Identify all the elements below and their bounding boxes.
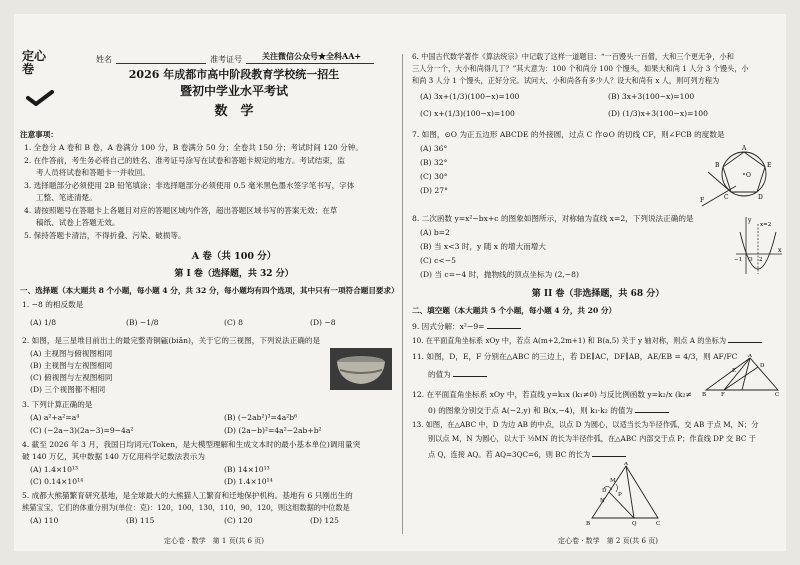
q6-option-d: (D) (1/3)x+3(100−x)=100 xyxy=(608,109,708,118)
q7-option-a: (A) 36° xyxy=(420,144,448,153)
label-B-11: B xyxy=(702,392,707,396)
dingxin-stamp xyxy=(22,50,66,110)
q9-text: 9. 因式分解：x²−9= xyxy=(412,322,485,331)
note-4: 4. 请按照题号在答题卡上各题目对应的答题区域内作答，超出答题区域书写的答案无效；在草 xyxy=(24,206,338,215)
triangle-parallel-figure xyxy=(702,354,782,396)
q7-option-d: (D) 27° xyxy=(420,186,448,195)
q12-stem: 12. 在平面直角坐标系 xOy 中，若直线 y=k₁x (k₁≠0) 与反比例函数 y=k₂/x (k₂≠ xyxy=(412,390,692,399)
q2-option-d: (D) 三个视图都不相同 xyxy=(30,385,106,394)
q8-option-a: (A) b=2 xyxy=(420,228,450,237)
label-C-11: C xyxy=(775,392,780,396)
q5-option-d: (D) 125 xyxy=(310,516,339,525)
q6-option-a: (A) 3x+(1/3)(100−x)=100 xyxy=(420,92,520,101)
q1-option-d: (D) −8 xyxy=(310,318,336,327)
label-N-13: N xyxy=(600,498,605,504)
label-C: C xyxy=(724,194,729,201)
note-4-cont: 稿纸、试卷上答题无效。 xyxy=(36,218,120,227)
choice-section-intro: 一、选择题（本大题共 8 个小题，每小题 4 分，共 32 分，每小题均有四个选项，其中只有一项符合题目要求） xyxy=(20,286,399,295)
q13-answer-blank[interactable] xyxy=(592,448,626,457)
right-page xyxy=(408,14,786,551)
q8-option-c: (C) c<−5 xyxy=(420,256,456,265)
label-D-13: D xyxy=(602,488,607,494)
q13-stem-cont2 xyxy=(428,448,626,460)
note-1: 1. 全卷分 A 卷和 B 卷，A 卷满分 100 分，B 卷满分 50 分；全卷共 150 分；考试时间 120 分钟。 xyxy=(24,143,363,152)
q3-option-d: (D) (2a−b)²=4a²−2ab+b² xyxy=(224,426,322,435)
left-page-footer: 定心卷 · 数学 第 1 页(共 6 页) xyxy=(164,537,264,545)
exam-sheet xyxy=(14,14,786,551)
q2-option-b: (B) 主视图与左视图相同 xyxy=(30,361,113,370)
name-label: 姓名 xyxy=(96,55,112,64)
q6-option-b: (B) 3x+3(100−x)=100 xyxy=(608,92,695,101)
q1-option-c: (C) 8 xyxy=(224,318,243,327)
q4-stem-cont: 破 140 万亿，其中数据 140 万亿用科学记数法表示为 xyxy=(22,452,205,461)
notes-heading: 注意事项： xyxy=(20,130,58,139)
parabola-figure xyxy=(734,214,784,276)
tick-two: 2 xyxy=(759,257,763,263)
q2-stem: 2. 如图，是三星堆目前出土的最完整青铜甂(biǎn)，关于它的三视图，下列说法正确的是 xyxy=(22,336,321,345)
q8-stem: 8. 二次函数 y=x²−bx+c 的图象如图所示，对称轴为直线 x=2，下列说法正确的是 xyxy=(412,214,694,223)
q3-option-c: (C) (−2a−3)(2a−3)=9−4a² xyxy=(30,426,134,435)
page-divider xyxy=(402,54,403,534)
label-B: B xyxy=(715,162,720,169)
q2-option-c: (C) 俯视图与左视图相同 xyxy=(30,373,113,382)
label-D: D xyxy=(758,194,763,201)
label-A: A xyxy=(742,145,747,152)
q1-stem: 1. −8 的相反数是 xyxy=(22,300,84,309)
label-O: O xyxy=(746,172,751,179)
q13-stem-cont1: 别以点 M，N 为圆心，以大于 ½MN 的长为半径作弧，在△ABC 内部交于点 P；作直线 DP 交 BC 于 xyxy=(428,434,756,443)
note-5: 5. 保持答题卡清洁，不得折叠、污染、破损等。 xyxy=(24,231,186,240)
label-B-13: B xyxy=(586,521,591,527)
q5-stem-cont: 熊猫宝宝，它们的体重分别为(单位：克)：120，100，130，110，90，120，则这组数据的中位数是 xyxy=(22,503,350,512)
q12-text-cont2: 的值为 xyxy=(610,406,634,415)
q12-text-cont: 0) 的图象分别交于点 A(−2,y) 和 B(x,−4)，则 k₁·k₂ xyxy=(428,406,608,415)
q11-stem-cont xyxy=(428,368,487,380)
name-underline xyxy=(116,63,206,64)
q10-stem xyxy=(412,334,762,346)
q12-stem-cont xyxy=(428,404,669,416)
q9-answer-blank[interactable] xyxy=(487,320,521,329)
triangle-construction-figure xyxy=(586,462,666,528)
axis-x-label: x xyxy=(778,247,782,254)
q6-stem-cont2: 和尚 3 人分 1 个馒头，正好分完。试问大、小和尚各有多少人？设大和尚有 x 人，则可列方程为 xyxy=(412,76,720,85)
label-A-11: A xyxy=(748,354,752,359)
q8-option-b: (B) 当 x<3 时，y 随 x 的增大而增大 xyxy=(420,242,546,251)
q2-option-a: (A) 主视图与俯视图相同 xyxy=(30,349,113,358)
q9-stem xyxy=(412,320,521,332)
q1-option-b: (B) −1/8 xyxy=(126,318,159,327)
q3-option-b: (B) (−2ab²)³=4a²b⁶ xyxy=(224,413,298,422)
q4-option-d: (D) 1.4×10¹⁴ xyxy=(224,477,273,486)
q6-option-c: (C) x+(1/3)(100−x)=100 xyxy=(420,109,515,118)
label-F-11: F xyxy=(721,392,725,396)
q1-option-a: (A) 1/8 xyxy=(30,318,57,327)
q7-option-b: (B) 32° xyxy=(420,158,448,167)
section-a-heading: A 卷（共 100 分） xyxy=(191,251,277,262)
label-F: F xyxy=(700,197,705,204)
q5-option-b: (B) 115 xyxy=(126,516,155,525)
q4-option-b: (B) 14×10¹³ xyxy=(224,465,270,474)
note-2-cont: 考人员将试卷和答题卡一并收回。 xyxy=(36,168,150,177)
label-C-13: C xyxy=(656,521,661,527)
q11-answer-blank[interactable] xyxy=(453,368,487,377)
ticket-label: 准考证号 xyxy=(210,55,242,64)
check-mark-icon xyxy=(26,90,54,106)
part-1-heading: 第 I 卷（选择题，共 32 分） xyxy=(174,269,294,279)
label-D-11: D xyxy=(760,363,765,369)
label-E-11: E xyxy=(732,368,737,374)
q4-option-a: (A) 1.4×10¹³ xyxy=(30,465,79,474)
q12-answer-blank[interactable] xyxy=(635,404,669,413)
note-3-cont: 工整、笔迹清楚。 xyxy=(36,193,97,202)
exam-title-line2: 暨初中学业水平考试 xyxy=(179,84,288,98)
q5-stem: 5. 成都大熊猫繁育研究基地，是全球最大的大熊猫人工繁育和迁地保护机构。基地有 6 只刚出生的 xyxy=(22,491,353,500)
left-page xyxy=(14,14,400,551)
subject-title: 数 学 xyxy=(214,104,254,119)
part-2-heading: 第 II 卷（非选择题，共 68 分） xyxy=(531,289,665,299)
ticket-underline xyxy=(246,63,374,64)
q6-stem-cont1: 三人分一个，大小和尚得几丁？”其大意为：100 个和尚分 100 个馒头，如果大和尚 1 人分 3 个馒头，小 xyxy=(412,64,749,73)
q13-stem: 13. 如图，在△ABC 中，D 为边 AB 的中点，以点 D 为圆心，以适当长为半径作弧，交 AB 于点 M，N；分 xyxy=(412,420,759,429)
q11-text-cont: 的值为 xyxy=(428,370,451,379)
axis-of-symmetry-label: x=2 xyxy=(760,222,772,228)
note-2: 2. 在作答前，考生务必将自己的姓名、准考证号涂写在试卷和答题卡规定的地方。考试结束，监 xyxy=(24,156,345,165)
axis-y-label: y xyxy=(748,217,752,224)
q10-answer-blank[interactable] xyxy=(728,334,762,343)
pentagon-circle-figure xyxy=(698,142,778,210)
stamp-text: 定心卷 xyxy=(22,49,47,76)
origin-label: O xyxy=(748,257,753,263)
q5-option-a: (A) 110 xyxy=(30,516,59,525)
label-A-13: A xyxy=(624,462,628,467)
q3-option-a: (A) a²+a²=a⁴ xyxy=(30,413,80,422)
label-P-13: P xyxy=(618,492,622,498)
right-page-footer: 定心卷 · 数学 第 2 页(共 6 页) xyxy=(558,537,658,545)
q5-option-c: (C) 120 xyxy=(224,516,253,525)
q6-stem: 6. 中国古代数学著作《算法统宗》中记载了这样一道题目：“一百馒头一百僧，大和三个更无争，小和 xyxy=(412,52,734,61)
q7-option-c: (C) 30° xyxy=(420,172,448,181)
label-E: E xyxy=(767,162,772,169)
bronze-vessel-photo xyxy=(330,348,392,390)
exam-title-line1: 2026 年成都市高中阶段教育学校统一招生 xyxy=(128,68,340,81)
q4-option-c: (C) 0.14×10¹⁴ xyxy=(30,477,84,486)
q11-stem: 11. 如图，D，E，F 分别在△ABC 的三边上，若 DE∥AC，DF∥AB，AE/EB = 4/3，则 AF/FC xyxy=(412,352,738,361)
label-M-13: M xyxy=(610,478,616,484)
q4-stem: 4. 截至 2026 年 3 月，我国日均词元(Token，是大模型理解和生成文本时的最小基本单位)调用量突 xyxy=(22,440,361,449)
q7-stem: 7. 如图，⊙O 为正五边形 ABCDE 的外接圆，过点 C 作⊙O 的切线 CF，则∠FCB 的度数是 xyxy=(412,130,725,139)
tick-minus-one: −1 xyxy=(734,257,743,263)
note-3: 3. 选择题部分必须使用 2B 铅笔填涂；非选择题部分必须使用 0.5 毫米黑色墨水签字笔书写，字体 xyxy=(24,181,355,190)
fill-section-intro: 二、填空题（本大题共 5 个小题，每小题 4 分，共 20 分） xyxy=(412,306,617,315)
q10-text: 10. 在平面直角坐标系 xOy 中，若点 A(m+2,2m+1) 和 B(a,5) 关于 y 轴对称，则点 A 的坐标为 xyxy=(412,336,727,345)
q3-stem: 3. 下列计算正确的是 xyxy=(22,400,93,409)
q8-option-d: (D) 当 c=−4 时，抛物线的顶点坐标为 (2,−8) xyxy=(420,270,579,279)
label-Q-13: Q xyxy=(632,521,637,527)
watermark-text: 关注微信公众号★全科AA+ xyxy=(262,51,362,61)
q13-text-cont2: 点 Q，连接 AQ。若 AQ=3QC=6，则 BC 的长为 xyxy=(428,450,591,459)
